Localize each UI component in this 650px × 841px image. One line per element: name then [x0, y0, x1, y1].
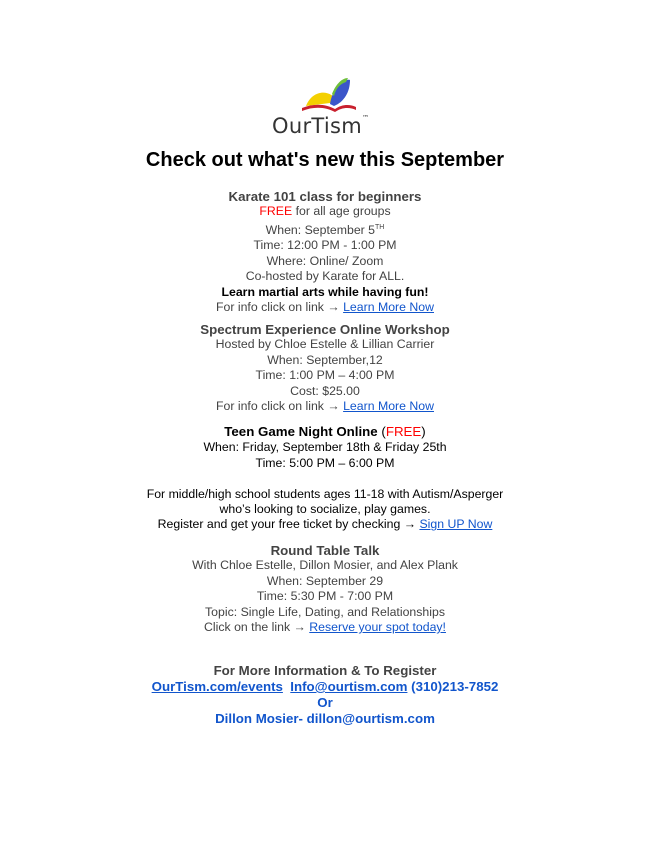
- reserve-spot-link[interactable]: Reserve your spot today!: [309, 620, 446, 635]
- teen-title: Teen Game Night Online: [224, 424, 378, 439]
- teen-time: Time: 5:00 PM – 6:00 PM: [255, 455, 395, 470]
- footer-contact: Dillon Mosier- dillon@ourtism.com: [215, 711, 435, 726]
- page-title: Check out what's new this September: [145, 149, 505, 171]
- teen-title-line: Teen Game Night Online (FREE): [224, 424, 426, 439]
- teen-sign-up-link[interactable]: Sign UP Now: [419, 517, 493, 532]
- teen-when: When: Friday, September 18th & Friday 25th: [203, 440, 447, 455]
- spectrum-cost: Cost: $25.00: [290, 383, 360, 398]
- spectrum-event: [0, 322, 650, 414]
- roundtable-topic: Topic: Single Life, Dating, and Relationships: [205, 604, 445, 619]
- karate-cohost: Co-hosted by Karate for ALL.: [245, 269, 405, 284]
- teen-desc-1: For middle/high school students ages 11-18 with Autism/Asperger: [146, 486, 504, 501]
- karate-learn-more-link[interactable]: Learn More Now: [343, 299, 434, 314]
- karate-info: For info click on link → Learn More Now: [215, 299, 434, 314]
- roundtable-click: Click on the link → Reserve your spot today!: [204, 620, 446, 635]
- karate-title: Karate 101 class for beginners: [228, 189, 422, 204]
- karate-tagline: Learn martial arts while having fun!: [221, 284, 429, 299]
- round-table-event: [0, 543, 650, 635]
- footer-links: [0, 679, 650, 695]
- contact-footer: [0, 663, 650, 727]
- teen-game-night-event: [0, 424, 650, 533]
- spectrum-title: Spectrum Experience Online Workshop: [200, 322, 450, 337]
- roundtable-title: Round Table Talk: [270, 543, 380, 558]
- spectrum-hosted: Hosted by Chloe Estelle & Lillian Carrier: [215, 337, 435, 352]
- spectrum-learn-more-link[interactable]: Learn More Now: [343, 399, 434, 414]
- karate-event: [0, 189, 650, 315]
- roundtable-time: Time: 5:30 PM - 7:00 PM: [256, 589, 394, 604]
- karate-when: When: September 5TH: [265, 222, 385, 237]
- teen-register: Register and get your free ticket by checking → Sign UP Now: [157, 517, 493, 532]
- footer-heading: For More Information & To Register: [213, 663, 437, 678]
- karate-where: Where: Online/ Zoom: [266, 253, 384, 268]
- roundtable-with: With Chloe Estelle, Dillon Mosier, and Alex Plank: [192, 558, 458, 573]
- spectrum-when: When: September,12: [267, 352, 383, 367]
- phone-number: (310)213-7852: [411, 679, 499, 694]
- ourtism-logo: [272, 76, 378, 146]
- events-link[interactable]: OurTism.com/events: [151, 679, 283, 694]
- free-label: FREE: [259, 204, 293, 219]
- logo-wordmark: OurTism™: [272, 114, 370, 138]
- spectrum-info: For info click on link → Learn More Now: [215, 399, 434, 414]
- teen-desc-2: who’s looking to socialize, play games.: [219, 502, 431, 517]
- teen-free-label: FREE: [385, 424, 422, 439]
- roundtable-when: When: September 29: [266, 573, 384, 588]
- email-link[interactable]: Info@ourtism.com: [290, 679, 408, 694]
- spectrum-time: Time: 1:00 PM – 4:00 PM: [255, 368, 395, 383]
- karate-time: Time: 12:00 PM - 1:00 PM: [253, 238, 397, 253]
- karate-free-line: FREE for all age groups: [259, 204, 391, 219]
- footer-or: Or: [317, 695, 333, 710]
